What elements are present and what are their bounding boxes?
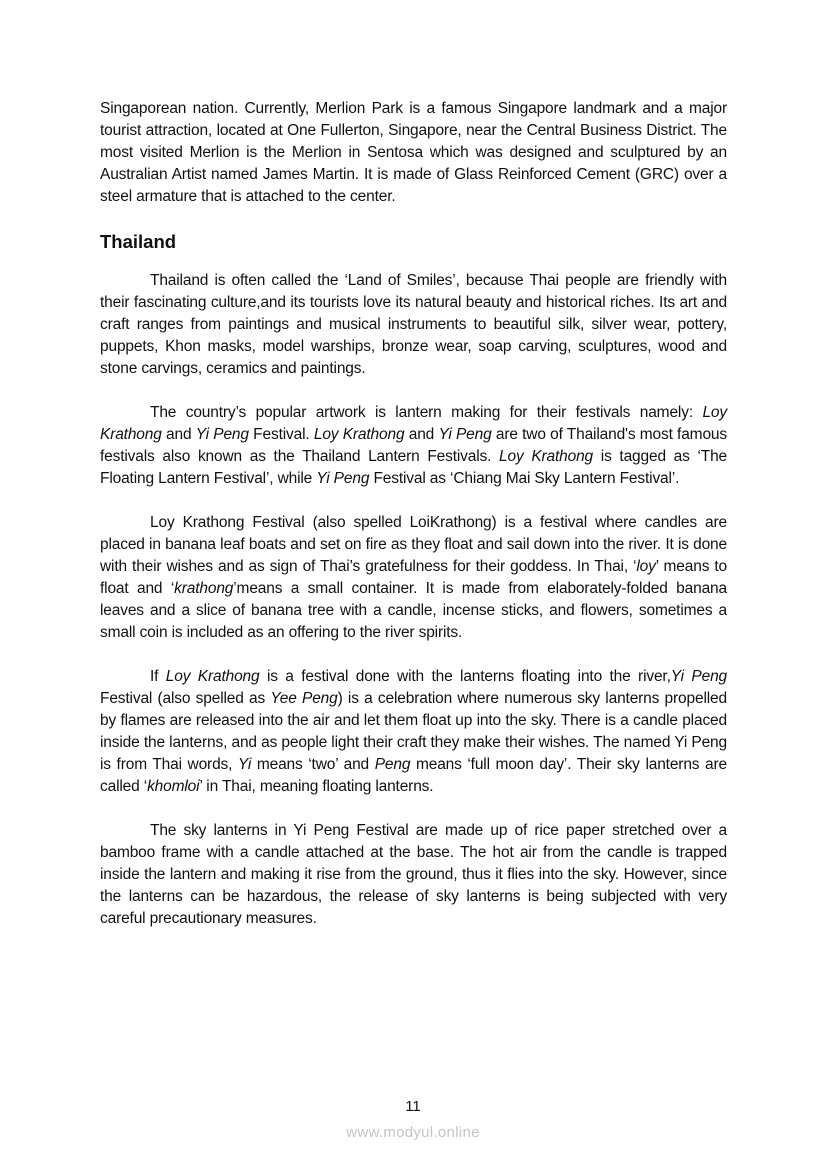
text-run: Thailand is often called the ‘Land of Smiles’, because Thai people are friendly with their fascinating culture,and its tourists love its natural beauty and historical riches. Its art and craft ranges from paintings and musical instruments to beautiful silk, silver wear, pottery, puppets, Khon masks, model warships, bronze wear, soap carving, sculptures, wood and stone carvings, ceramics and paintings. [100, 272, 727, 377]
italic-text: Loy Krathong [313, 426, 405, 443]
text-run: and [161, 426, 196, 443]
italic-text: Loy Krathong [499, 448, 594, 465]
text-run: If [150, 668, 166, 685]
text-run: The country’s popular artwork is lantern making for their festivals namely: [150, 404, 703, 421]
text-run: and [404, 426, 439, 443]
italic-text: Yi Peng [438, 426, 492, 443]
text-run: Festival. [248, 426, 314, 443]
text-run: ’ in Thai, meaning floating lanterns. [199, 778, 434, 795]
italic-text: Yi Peng [195, 426, 249, 443]
text-run: is a festival done with the lanterns floating into the river, [259, 668, 671, 685]
text-run: ’means a small container. It is made from elaborately-folded banana leaves and a slice of banana tree with a candle, incense sticks, and flowers, sometimes a small coin is included as an offering to the river spirits. [100, 580, 727, 641]
paragraph [100, 512, 727, 644]
text-run: The sky lanterns in Yi Peng Festival are made up of rice paper stretched over a bamboo frame with a candle attached at the base. The hot air from the candle is trapped inside the lantern and making it rise from the ground, thus it flies into the sky. However, since the lanterns can be hazardous, the release of sky lanterns is being subjected with very careful precautionary measures. [100, 822, 727, 927]
text-run: Loy Krathong Festival (also spelled LoiKrathong) is a festival where candles are placed in banana leaf boats and set on fire as they float and sail down into the river. It is done with their wishes and as sign of Thai’s gratefulness for their goddess. In Thai, ‘ [100, 514, 727, 575]
text-run: means ‘full moon day’. Their sky lanterns are called ‘ [100, 756, 727, 795]
text-run: is tagged as ‘The Floating Lantern Festival’, while [100, 448, 728, 487]
page-content [100, 98, 727, 952]
italic-text: Loy Krathong [165, 668, 260, 685]
italic-text: Peng [374, 756, 411, 773]
text-run: Festival (also spelled as [100, 690, 271, 707]
italic-text: khomloi [147, 778, 200, 795]
text-run: means ‘two’ and [251, 756, 375, 773]
intro-section [100, 98, 727, 208]
paragraph [100, 820, 727, 930]
thailand-section [100, 270, 727, 930]
italic-text: loy [636, 558, 656, 575]
page-number: 11 [405, 1098, 421, 1115]
watermark: www.modyul.online [346, 1124, 480, 1141]
paragraph [100, 402, 727, 490]
italic-text: krathong [174, 580, 234, 597]
section-heading-thailand: Thailand [100, 231, 177, 252]
paragraph [100, 270, 727, 380]
italic-text: Loy Krathong [100, 404, 727, 443]
text-run: Festival as ‘Chiang Mai Sky Lantern Festival’. [369, 470, 680, 487]
text-run: ’ means to float and ‘ [100, 558, 727, 597]
text-run: Singaporean nation. Currently, Merlion Park is a famous Singapore landmark and a major tourist attraction, located at One Fullerton, Singapore, near the Central Business District. The most visited Merlion is the Merlion in Sentosa which was designed and sculptured by an Australian Artist named James Martin. It is made of Glass Reinforced Cement (GRC) over a steel armature that is attached to the center. [100, 100, 727, 205]
text-run: ) is a celebration where numerous sky lanterns propelled by flames are released into the air and let them float up into the sky. There is a candle placed inside the lanterns, and as people light their craft they make their wishes. The named Yi Peng is from Thai words, [100, 690, 727, 773]
paragraph [100, 666, 727, 798]
paragraph [100, 98, 727, 208]
italic-text: Yi Peng [670, 668, 728, 685]
italic-text: Yee Peng [270, 690, 338, 707]
italic-text: Yi Peng [316, 470, 370, 487]
italic-text: Yi [237, 756, 252, 773]
text-run: are two of Thailand's most famous festivals also known as the Thailand Lantern Festivals. [100, 426, 727, 465]
